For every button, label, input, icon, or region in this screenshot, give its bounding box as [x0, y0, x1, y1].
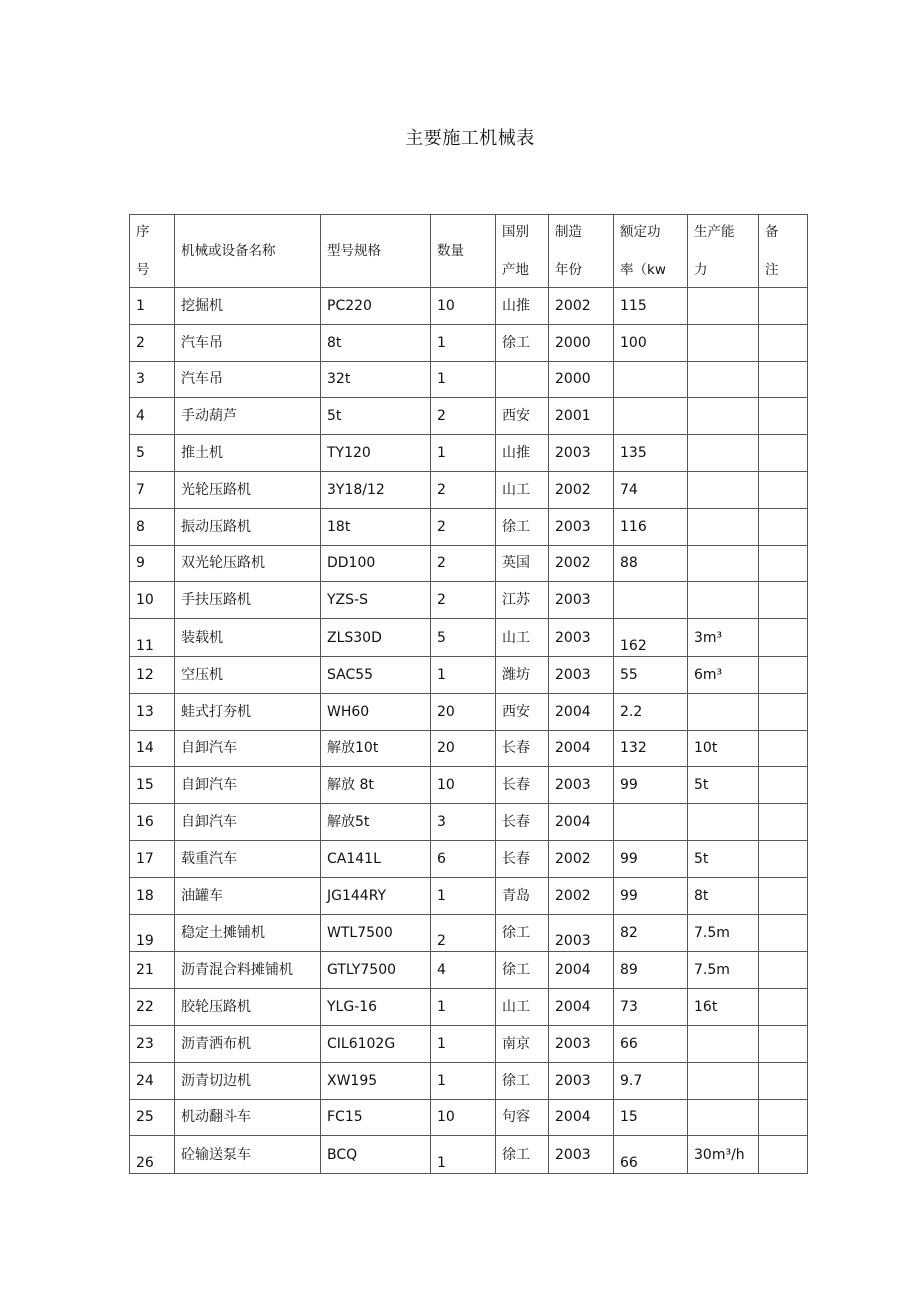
cell-year: 2003: [549, 1062, 614, 1099]
cell-capacity: [688, 1062, 759, 1099]
table-row: [130, 508, 808, 545]
header-line: 率（kw: [620, 262, 666, 278]
cell-origin: 徐工: [496, 914, 549, 952]
header-line: 国别: [502, 224, 529, 240]
cell-remarks: [759, 877, 808, 914]
cell-origin: 长春: [496, 804, 549, 841]
header-capacity: [688, 215, 759, 288]
table-row: [130, 914, 808, 952]
cell-year: 2003: [549, 582, 614, 619]
cell-name: 装载机: [175, 619, 321, 657]
cell-remarks: [759, 914, 808, 952]
cell-origin: 句容: [496, 1099, 549, 1136]
table-row: [130, 730, 808, 767]
cell-name: 自卸汽车: [175, 804, 321, 841]
table-row: [130, 398, 808, 435]
cell-quantity: 10: [431, 288, 496, 325]
cell-power: 9.7: [614, 1062, 688, 1099]
cell-capacity: [688, 693, 759, 730]
cell-origin: 西安: [496, 398, 549, 435]
table-row: [130, 693, 808, 730]
cell-year: 2003: [549, 1136, 614, 1174]
cell-index: 26: [130, 1136, 175, 1174]
cell-index: 22: [130, 989, 175, 1026]
cell-capacity: 6m³: [688, 656, 759, 693]
cell-power: 15: [614, 1099, 688, 1136]
header-line: 序: [136, 224, 150, 240]
cell-origin: 长春: [496, 840, 549, 877]
cell-origin: 山推: [496, 288, 549, 325]
cell-name: 推土机: [175, 435, 321, 472]
cell-year: 2004: [549, 1099, 614, 1136]
cell-name: 自卸汽车: [175, 730, 321, 767]
cell-name: 空压机: [175, 656, 321, 693]
cell-quantity: 1: [431, 1025, 496, 1062]
cell-quantity: 1: [431, 324, 496, 361]
cell-power: 162: [614, 619, 688, 657]
cell-remarks: [759, 619, 808, 657]
cell-quantity: 1: [431, 989, 496, 1026]
cell-quantity: 5: [431, 619, 496, 657]
cell-quantity: 20: [431, 730, 496, 767]
cell-name: 蛙式打夯机: [175, 693, 321, 730]
cell-capacity: [688, 545, 759, 582]
cell-capacity: [688, 582, 759, 619]
cell-model: DD100: [321, 545, 431, 582]
cell-remarks: [759, 730, 808, 767]
cell-index: 19: [130, 914, 175, 952]
cell-power: 99: [614, 767, 688, 804]
cell-year: 2003: [549, 914, 614, 952]
cell-origin: [496, 361, 549, 398]
cell-name: 沥青混合料摊铺机: [175, 952, 321, 989]
cell-index: 24: [130, 1062, 175, 1099]
cell-model: 解放5t: [321, 804, 431, 841]
cell-origin: 南京: [496, 1025, 549, 1062]
cell-quantity: 1: [431, 1062, 496, 1099]
table-row: [130, 1099, 808, 1136]
cell-quantity: 2: [431, 545, 496, 582]
cell-index: 5: [130, 435, 175, 472]
cell-year: 2001: [549, 398, 614, 435]
cell-capacity: 10t: [688, 730, 759, 767]
cell-origin: 山工: [496, 989, 549, 1026]
cell-year: 2003: [549, 1025, 614, 1062]
cell-capacity: 16t: [688, 989, 759, 1026]
cell-remarks: [759, 361, 808, 398]
cell-model: ZLS30D: [321, 619, 431, 657]
cell-year: 2002: [549, 471, 614, 508]
cell-name: 光轮压路机: [175, 471, 321, 508]
cell-model: XW195: [321, 1062, 431, 1099]
cell-capacity: 7.5m: [688, 914, 759, 952]
cell-model: 8t: [321, 324, 431, 361]
cell-remarks: [759, 324, 808, 361]
cell-power: 88: [614, 545, 688, 582]
header-line: 产地: [502, 262, 529, 278]
cell-year: 2004: [549, 730, 614, 767]
cell-quantity: 10: [431, 1099, 496, 1136]
cell-year: 2004: [549, 693, 614, 730]
header-name: 机械或设备名称: [175, 215, 321, 288]
cell-year: 2002: [549, 288, 614, 325]
cell-power: 115: [614, 288, 688, 325]
header-row: [130, 215, 808, 288]
header-line: 号: [136, 262, 150, 278]
cell-origin: 长春: [496, 730, 549, 767]
cell-index: 25: [130, 1099, 175, 1136]
cell-year: 2003: [549, 767, 614, 804]
cell-origin: 山工: [496, 471, 549, 508]
cell-model: WTL7500: [321, 914, 431, 952]
cell-name: 砼输送泵车: [175, 1136, 321, 1174]
cell-remarks: [759, 545, 808, 582]
cell-origin: 徐工: [496, 1062, 549, 1099]
cell-name: 挖掘机: [175, 288, 321, 325]
cell-power: 66: [614, 1136, 688, 1174]
table-row: [130, 1025, 808, 1062]
header-line: 额定功: [620, 224, 661, 240]
cell-capacity: [688, 398, 759, 435]
cell-model: WH60: [321, 693, 431, 730]
cell-power: 73: [614, 989, 688, 1026]
cell-capacity: 5t: [688, 840, 759, 877]
cell-origin: 徐工: [496, 324, 549, 361]
cell-power: [614, 804, 688, 841]
cell-origin: 潍坊: [496, 656, 549, 693]
cell-year: 2000: [549, 324, 614, 361]
cell-model: CA141L: [321, 840, 431, 877]
header-line: 年份: [555, 262, 582, 278]
cell-origin: 长春: [496, 767, 549, 804]
cell-power: 116: [614, 508, 688, 545]
cell-model: 3Y18/12: [321, 471, 431, 508]
cell-year: 2002: [549, 840, 614, 877]
cell-remarks: [759, 471, 808, 508]
cell-quantity: 1: [431, 656, 496, 693]
header-line: 注: [765, 262, 779, 278]
cell-capacity: [688, 361, 759, 398]
cell-year: 2004: [549, 952, 614, 989]
cell-remarks: [759, 288, 808, 325]
cell-quantity: 20: [431, 693, 496, 730]
cell-model: JG144RY: [321, 877, 431, 914]
cell-quantity: 3: [431, 804, 496, 841]
cell-remarks: [759, 693, 808, 730]
table-row: [130, 1062, 808, 1099]
cell-origin: 江苏: [496, 582, 549, 619]
cell-power: [614, 582, 688, 619]
cell-remarks: [759, 398, 808, 435]
cell-power: 135: [614, 435, 688, 472]
table-row: [130, 361, 808, 398]
cell-quantity: 2: [431, 582, 496, 619]
cell-year: 2003: [549, 435, 614, 472]
cell-remarks: [759, 582, 808, 619]
cell-quantity: 2: [431, 471, 496, 508]
cell-index: 14: [130, 730, 175, 767]
cell-capacity: [688, 324, 759, 361]
cell-model: 解放10t: [321, 730, 431, 767]
cell-index: 10: [130, 582, 175, 619]
cell-power: 99: [614, 877, 688, 914]
cell-model: 解放 8t: [321, 767, 431, 804]
cell-capacity: [688, 435, 759, 472]
cell-index: 16: [130, 804, 175, 841]
cell-name: 稳定土摊铺机: [175, 914, 321, 952]
cell-capacity: [688, 508, 759, 545]
cell-year: 2003: [549, 508, 614, 545]
header-power: [614, 215, 688, 288]
cell-quantity: 1: [431, 435, 496, 472]
table-row: [130, 840, 808, 877]
cell-origin: 英国: [496, 545, 549, 582]
table-row: [130, 804, 808, 841]
cell-model: SAC55: [321, 656, 431, 693]
cell-name: 载重汽车: [175, 840, 321, 877]
cell-capacity: 3m³: [688, 619, 759, 657]
cell-quantity: 10: [431, 767, 496, 804]
cell-remarks: [759, 1062, 808, 1099]
cell-power: 89: [614, 952, 688, 989]
cell-capacity: 5t: [688, 767, 759, 804]
machinery-table: [129, 214, 808, 1174]
cell-remarks: [759, 435, 808, 472]
cell-name: 汽车吊: [175, 361, 321, 398]
cell-index: 18: [130, 877, 175, 914]
cell-model: GTLY7500: [321, 952, 431, 989]
cell-index: 7: [130, 471, 175, 508]
cell-model: BCQ: [321, 1136, 431, 1174]
table-row: [130, 1136, 808, 1174]
table-row: [130, 989, 808, 1026]
cell-name: 沥青洒布机: [175, 1025, 321, 1062]
cell-name: 油罐车: [175, 877, 321, 914]
header-line: 备: [765, 224, 779, 240]
cell-power: 55: [614, 656, 688, 693]
cell-power: [614, 361, 688, 398]
cell-power: 99: [614, 840, 688, 877]
cell-model: YZS-S: [321, 582, 431, 619]
cell-capacity: [688, 804, 759, 841]
cell-model: CIL6102G: [321, 1025, 431, 1062]
cell-origin: 山推: [496, 435, 549, 472]
table-row: [130, 952, 808, 989]
header-year: [549, 215, 614, 288]
cell-model: TY120: [321, 435, 431, 472]
table-row: [130, 877, 808, 914]
table-row: [130, 324, 808, 361]
cell-capacity: [688, 1025, 759, 1062]
cell-model: YLG-16: [321, 989, 431, 1026]
cell-power: 82: [614, 914, 688, 952]
cell-remarks: [759, 1136, 808, 1174]
cell-quantity: 1: [431, 361, 496, 398]
cell-index: 11: [130, 619, 175, 657]
cell-index: 9: [130, 545, 175, 582]
cell-power: [614, 398, 688, 435]
cell-origin: 青岛: [496, 877, 549, 914]
cell-index: 23: [130, 1025, 175, 1062]
cell-index: 15: [130, 767, 175, 804]
cell-index: 17: [130, 840, 175, 877]
cell-year: 2004: [549, 989, 614, 1026]
header-line: 生产能: [694, 224, 735, 240]
cell-index: 3: [130, 361, 175, 398]
cell-capacity: [688, 288, 759, 325]
cell-remarks: [759, 989, 808, 1026]
cell-power: 2.2: [614, 693, 688, 730]
cell-year: 2003: [549, 656, 614, 693]
cell-index: 12: [130, 656, 175, 693]
cell-origin: 山工: [496, 619, 549, 657]
cell-power: 132: [614, 730, 688, 767]
cell-name: 双光轮压路机: [175, 545, 321, 582]
cell-origin: 徐工: [496, 508, 549, 545]
cell-remarks: [759, 767, 808, 804]
cell-index: 2: [130, 324, 175, 361]
cell-index: 4: [130, 398, 175, 435]
cell-name: 胶轮压路机: [175, 989, 321, 1026]
cell-power: 66: [614, 1025, 688, 1062]
cell-model: 32t: [321, 361, 431, 398]
table-row: [130, 656, 808, 693]
table-row: [130, 582, 808, 619]
table-row: [130, 288, 808, 325]
header-index: [130, 215, 175, 288]
cell-remarks: [759, 952, 808, 989]
cell-quantity: 1: [431, 1136, 496, 1174]
cell-remarks: [759, 656, 808, 693]
header-quantity: 数量: [431, 215, 496, 288]
cell-name: 自卸汽车: [175, 767, 321, 804]
cell-capacity: [688, 1099, 759, 1136]
header-model: 型号规格: [321, 215, 431, 288]
table-row: [130, 545, 808, 582]
cell-year: 2003: [549, 619, 614, 657]
cell-remarks: [759, 1025, 808, 1062]
cell-index: 21: [130, 952, 175, 989]
cell-index: 1: [130, 288, 175, 325]
cell-name: 振动压路机: [175, 508, 321, 545]
cell-quantity: 6: [431, 840, 496, 877]
cell-quantity: 1: [431, 877, 496, 914]
cell-model: 18t: [321, 508, 431, 545]
cell-model: PC220: [321, 288, 431, 325]
cell-year: 2000: [549, 361, 614, 398]
cell-power: 100: [614, 324, 688, 361]
cell-remarks: [759, 1099, 808, 1136]
cell-index: 8: [130, 508, 175, 545]
cell-capacity: [688, 471, 759, 508]
header-origin: [496, 215, 549, 288]
cell-origin: 徐工: [496, 952, 549, 989]
cell-year: 2002: [549, 877, 614, 914]
cell-name: 汽车吊: [175, 324, 321, 361]
cell-remarks: [759, 840, 808, 877]
cell-capacity: 8t: [688, 877, 759, 914]
cell-origin: 西安: [496, 693, 549, 730]
cell-year: 2004: [549, 804, 614, 841]
header-remarks: [759, 215, 808, 288]
cell-name: 沥青切边机: [175, 1062, 321, 1099]
header-line: 制造: [555, 224, 582, 240]
cell-remarks: [759, 804, 808, 841]
cell-quantity: 2: [431, 914, 496, 952]
cell-year: 2002: [549, 545, 614, 582]
cell-index: 13: [130, 693, 175, 730]
cell-capacity: 30m³/h: [688, 1136, 759, 1174]
cell-quantity: 2: [431, 508, 496, 545]
table-row: [130, 435, 808, 472]
table-row: [130, 767, 808, 804]
cell-model: FC15: [321, 1099, 431, 1136]
cell-name: 手动葫芦: [175, 398, 321, 435]
cell-origin: 徐工: [496, 1136, 549, 1174]
cell-capacity: 7.5m: [688, 952, 759, 989]
header-line: 力: [694, 262, 708, 278]
cell-quantity: 2: [431, 398, 496, 435]
table-row: [130, 471, 808, 508]
cell-remarks: [759, 508, 808, 545]
cell-quantity: 4: [431, 952, 496, 989]
cell-model: 5t: [321, 398, 431, 435]
cell-name: 手扶压路机: [175, 582, 321, 619]
page-title: 主要施工机械表: [405, 128, 535, 149]
cell-name: 机动翻斗车: [175, 1099, 321, 1136]
cell-power: 74: [614, 471, 688, 508]
table-row: [130, 619, 808, 657]
